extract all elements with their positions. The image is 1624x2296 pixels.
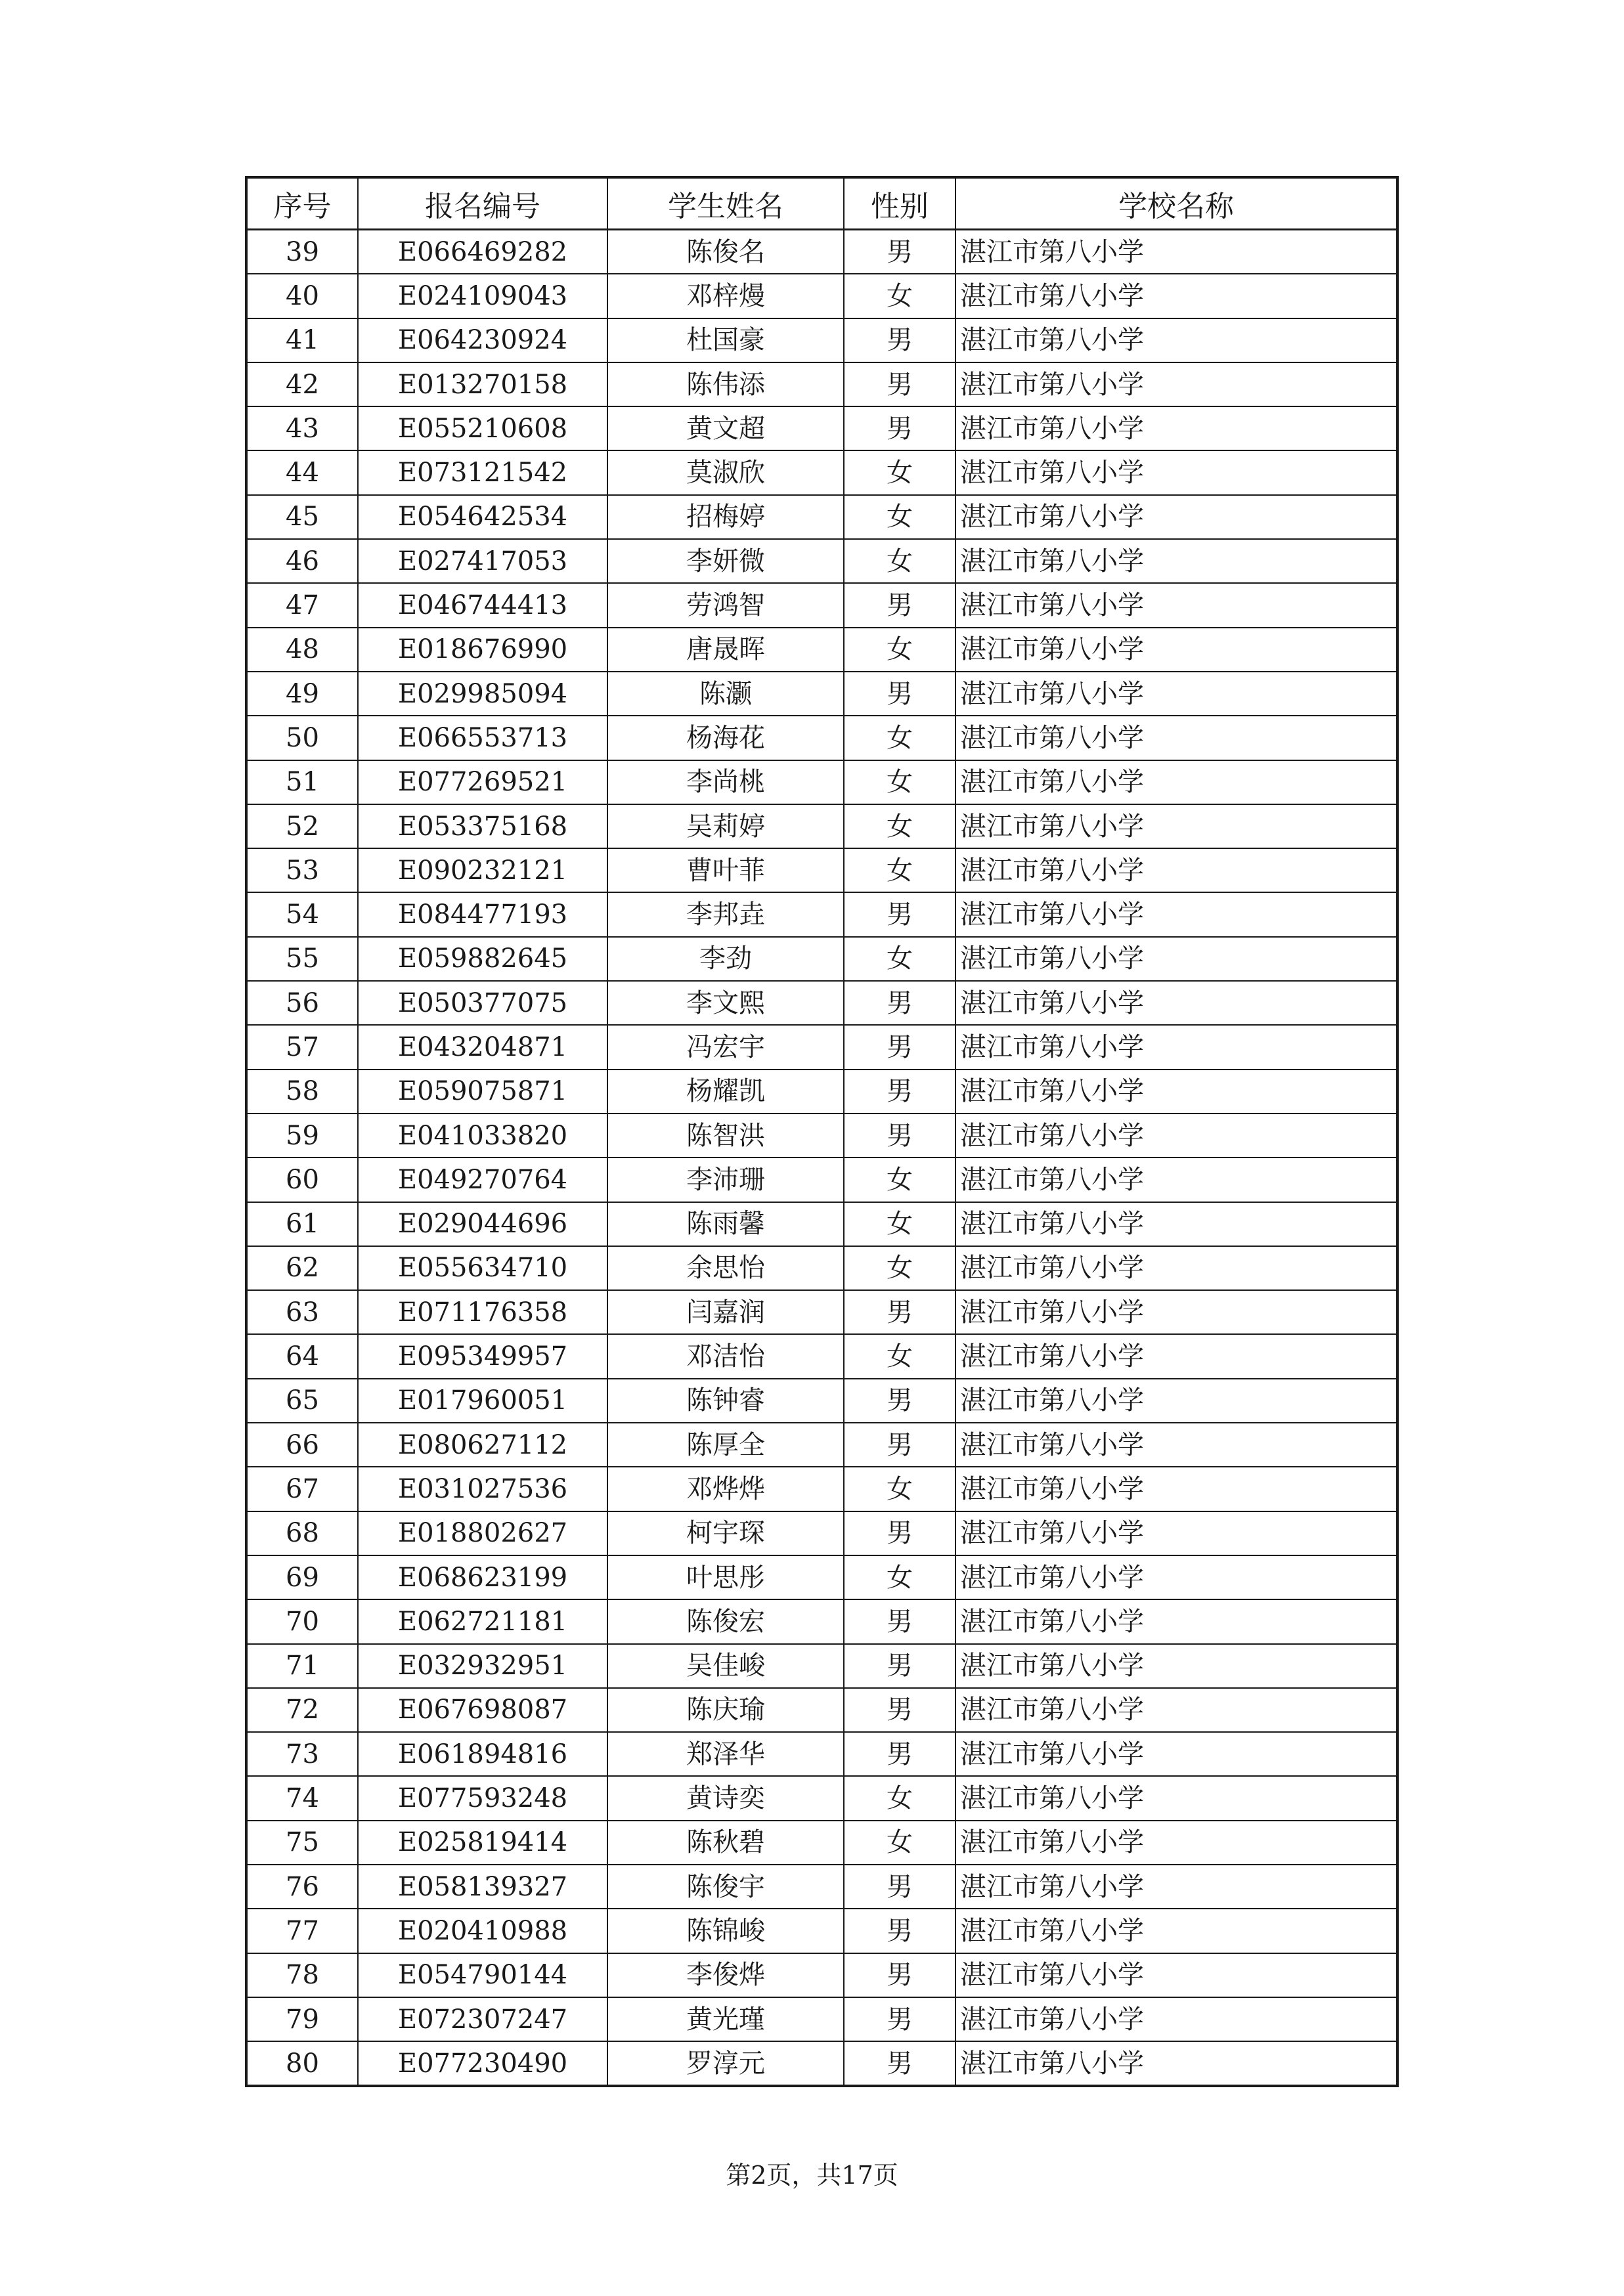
- registration-id-cell: E095349957: [358, 1334, 607, 1378]
- school-name-cell: 湛江市第八小学: [955, 1997, 1397, 2041]
- school-name-cell: 湛江市第八小学: [955, 892, 1397, 936]
- table-row: [246, 1246, 1397, 1290]
- gender-cell: 女: [844, 716, 955, 760]
- index-cell: 65: [246, 1379, 358, 1423]
- registration-id-cell: E071176358: [358, 1290, 607, 1334]
- gender-cell: 男: [844, 981, 955, 1025]
- registration-id-cell: E041033820: [358, 1114, 607, 1158]
- school-name-cell: 湛江市第八小学: [955, 1467, 1397, 1511]
- index-cell: 74: [246, 1776, 358, 1820]
- school-name-cell: 湛江市第八小学: [955, 1732, 1397, 1776]
- student-name-cell: 招梅婷: [607, 495, 844, 539]
- gender-cell: 女: [844, 760, 955, 804]
- student-name-cell: 陈庆瑜: [607, 1688, 844, 1732]
- registration-id-cell: E084477193: [358, 892, 607, 936]
- student-name-cell: 杨耀凯: [607, 1070, 844, 1114]
- index-cell: 69: [246, 1555, 358, 1599]
- student-name-cell: 叶思彤: [607, 1555, 844, 1599]
- gender-cell: 男: [844, 1379, 955, 1423]
- gender-cell: 女: [844, 804, 955, 848]
- student-name-cell: 邓烨烨: [607, 1467, 844, 1511]
- gender-cell: 女: [844, 1334, 955, 1378]
- index-cell: 80: [246, 2041, 358, 2086]
- student-name-cell: 罗淳元: [607, 2041, 844, 2086]
- column-header-student-name: 学生姓名: [607, 177, 844, 230]
- table-row: [246, 1202, 1397, 1246]
- table-row: [246, 1644, 1397, 1688]
- gender-cell: 女: [844, 1158, 955, 1202]
- student-name-cell: 陈钟睿: [607, 1379, 844, 1423]
- registration-id-cell: E053375168: [358, 804, 607, 848]
- school-name-cell: 湛江市第八小学: [955, 1114, 1397, 1158]
- school-name-cell: 湛江市第八小学: [955, 1688, 1397, 1732]
- school-name-cell: 湛江市第八小学: [955, 406, 1397, 450]
- school-name-cell: 湛江市第八小学: [955, 1158, 1397, 1202]
- registration-id-cell: E017960051: [358, 1379, 607, 1423]
- index-cell: 60: [246, 1158, 358, 1202]
- student-name-cell: 黄光瑾: [607, 1997, 844, 2041]
- student-name-cell: 陈俊宏: [607, 1599, 844, 1643]
- student-name-cell: 陈锦峻: [607, 1909, 844, 1953]
- index-cell: 68: [246, 1511, 358, 1555]
- registration-id-cell: E064230924: [358, 318, 607, 362]
- index-cell: 61: [246, 1202, 358, 1246]
- student-name-cell: 邓洁怡: [607, 1334, 844, 1378]
- gender-cell: 男: [844, 230, 955, 274]
- index-cell: 42: [246, 362, 358, 406]
- gender-cell: 男: [844, 1599, 955, 1643]
- index-cell: 53: [246, 848, 358, 892]
- index-cell: 45: [246, 495, 358, 539]
- index-cell: 56: [246, 981, 358, 1025]
- school-name-cell: 湛江市第八小学: [955, 450, 1397, 494]
- registration-id-cell: E061894816: [358, 1732, 607, 1776]
- gender-cell: 男: [844, 2041, 955, 2086]
- table-row: [246, 230, 1397, 274]
- school-name-cell: 湛江市第八小学: [955, 2041, 1397, 2086]
- table-row: [246, 804, 1397, 848]
- index-cell: 39: [246, 230, 358, 274]
- table-header-row: [246, 177, 1397, 230]
- table-row: [246, 848, 1397, 892]
- table-row: [246, 1423, 1397, 1467]
- registration-id-cell: E068623199: [358, 1555, 607, 1599]
- table-row: [246, 1865, 1397, 1909]
- table-row: [246, 760, 1397, 804]
- school-name-cell: 湛江市第八小学: [955, 1821, 1397, 1865]
- table-row: [246, 1909, 1397, 1953]
- student-name-cell: 陈厚全: [607, 1423, 844, 1467]
- student-name-cell: 陈雨馨: [607, 1202, 844, 1246]
- registration-id-cell: E058139327: [358, 1865, 607, 1909]
- school-name-cell: 湛江市第八小学: [955, 1865, 1397, 1909]
- student-name-cell: 邓梓熳: [607, 274, 844, 318]
- table-row: [246, 1732, 1397, 1776]
- gender-cell: 女: [844, 1776, 955, 1820]
- gender-cell: 女: [844, 1246, 955, 1290]
- index-cell: 48: [246, 628, 358, 672]
- gender-cell: 男: [844, 1909, 955, 1953]
- gender-cell: 女: [844, 539, 955, 583]
- registration-id-cell: E072307247: [358, 1997, 607, 2041]
- student-name-cell: 黄诗奕: [607, 1776, 844, 1820]
- index-cell: 50: [246, 716, 358, 760]
- column-header-school-name: 学校名称: [955, 177, 1397, 230]
- registration-id-cell: E073121542: [358, 450, 607, 494]
- table-row: [246, 1953, 1397, 1997]
- index-cell: 59: [246, 1114, 358, 1158]
- school-name-cell: 湛江市第八小学: [955, 628, 1397, 672]
- registration-id-cell: E029044696: [358, 1202, 607, 1246]
- table-row: [246, 1379, 1397, 1423]
- table-row: [246, 1688, 1397, 1732]
- school-name-cell: 湛江市第八小学: [955, 230, 1397, 274]
- table-row: [246, 274, 1397, 318]
- school-name-cell: 湛江市第八小学: [955, 1555, 1397, 1599]
- school-name-cell: 湛江市第八小学: [955, 760, 1397, 804]
- index-cell: 62: [246, 1246, 358, 1290]
- registration-id-cell: E013270158: [358, 362, 607, 406]
- index-cell: 54: [246, 892, 358, 936]
- table-row: [246, 583, 1397, 627]
- index-cell: 47: [246, 583, 358, 627]
- student-name-cell: 杜国豪: [607, 318, 844, 362]
- gender-cell: 男: [844, 1865, 955, 1909]
- registration-id-cell: E027417053: [358, 539, 607, 583]
- school-name-cell: 湛江市第八小学: [955, 672, 1397, 716]
- registration-id-cell: E031027536: [358, 1467, 607, 1511]
- gender-cell: 男: [844, 1290, 955, 1334]
- gender-cell: 女: [844, 495, 955, 539]
- table-row: [246, 1467, 1397, 1511]
- table-row: [246, 1776, 1397, 1820]
- gender-cell: 男: [844, 1997, 955, 2041]
- student-name-cell: 陈俊名: [607, 230, 844, 274]
- school-name-cell: 湛江市第八小学: [955, 1953, 1397, 1997]
- registration-id-cell: E055210608: [358, 406, 607, 450]
- index-cell: 72: [246, 1688, 358, 1732]
- gender-cell: 男: [844, 1025, 955, 1069]
- table-row: [246, 1158, 1397, 1202]
- registration-id-cell: E018802627: [358, 1511, 607, 1555]
- table-row: [246, 716, 1397, 760]
- registration-id-cell: E054642534: [358, 495, 607, 539]
- registration-id-cell: E059882645: [358, 937, 607, 981]
- table-row: [246, 1070, 1397, 1114]
- student-name-cell: 闫嘉润: [607, 1290, 844, 1334]
- school-name-cell: 湛江市第八小学: [955, 1644, 1397, 1688]
- student-name-cell: 冯宏宇: [607, 1025, 844, 1069]
- registration-id-cell: E066469282: [358, 230, 607, 274]
- student-name-cell: 李尚桃: [607, 760, 844, 804]
- school-name-cell: 湛江市第八小学: [955, 804, 1397, 848]
- index-cell: 71: [246, 1644, 358, 1688]
- registration-id-cell: E050377075: [358, 981, 607, 1025]
- page-number: 第2页，共17页: [726, 2161, 898, 2190]
- table-row: [246, 1599, 1397, 1643]
- school-name-cell: 湛江市第八小学: [955, 937, 1397, 981]
- registration-id-cell: E024109043: [358, 274, 607, 318]
- registration-id-cell: E055634710: [358, 1246, 607, 1290]
- table-body: [246, 230, 1397, 2087]
- gender-cell: 女: [844, 274, 955, 318]
- gender-cell: 男: [844, 1732, 955, 1776]
- table-row: [246, 937, 1397, 981]
- index-cell: 43: [246, 406, 358, 450]
- index-cell: 63: [246, 1290, 358, 1334]
- registration-id-cell: E066553713: [358, 716, 607, 760]
- school-name-cell: 湛江市第八小学: [955, 1202, 1397, 1246]
- school-name-cell: 湛江市第八小学: [955, 1423, 1397, 1467]
- student-name-cell: 杨海花: [607, 716, 844, 760]
- registration-id-cell: E077230490: [358, 2041, 607, 2086]
- index-cell: 58: [246, 1070, 358, 1114]
- index-cell: 67: [246, 1467, 358, 1511]
- registration-id-cell: E090232121: [358, 848, 607, 892]
- gender-cell: 女: [844, 1555, 955, 1599]
- student-name-cell: 吴莉婷: [607, 804, 844, 848]
- registration-id-cell: E062721181: [358, 1599, 607, 1643]
- student-name-cell: 唐晟晖: [607, 628, 844, 672]
- student-name-cell: 郑泽华: [607, 1732, 844, 1776]
- table-row: [246, 539, 1397, 583]
- gender-cell: 男: [844, 318, 955, 362]
- school-name-cell: 湛江市第八小学: [955, 362, 1397, 406]
- gender-cell: 男: [844, 1511, 955, 1555]
- school-name-cell: 湛江市第八小学: [955, 716, 1397, 760]
- table-row: [246, 1334, 1397, 1378]
- registration-id-cell: E018676990: [358, 628, 607, 672]
- gender-cell: 女: [844, 1202, 955, 1246]
- student-name-cell: 李俊烨: [607, 1953, 844, 1997]
- student-name-cell: 李沛珊: [607, 1158, 844, 1202]
- school-name-cell: 湛江市第八小学: [955, 1909, 1397, 1953]
- index-cell: 51: [246, 760, 358, 804]
- table-row: [246, 362, 1397, 406]
- gender-cell: 女: [844, 628, 955, 672]
- student-name-cell: 李邦垚: [607, 892, 844, 936]
- gender-cell: 男: [844, 362, 955, 406]
- table-row: [246, 1821, 1397, 1865]
- school-name-cell: 湛江市第八小学: [955, 583, 1397, 627]
- gender-cell: 男: [844, 1070, 955, 1114]
- school-name-cell: 湛江市第八小学: [955, 539, 1397, 583]
- gender-cell: 男: [844, 583, 955, 627]
- index-cell: 78: [246, 1953, 358, 1997]
- student-name-cell: 柯宇琛: [607, 1511, 844, 1555]
- index-cell: 55: [246, 937, 358, 981]
- gender-cell: 女: [844, 450, 955, 494]
- student-name-cell: 莫淑欣: [607, 450, 844, 494]
- registration-id-cell: E054790144: [358, 1953, 607, 1997]
- registration-id-cell: E025819414: [358, 1821, 607, 1865]
- index-cell: 66: [246, 1423, 358, 1467]
- table-row: [246, 1290, 1397, 1334]
- school-name-cell: 湛江市第八小学: [955, 1511, 1397, 1555]
- student-name-cell: 陈俊宇: [607, 1865, 844, 1909]
- student-name-cell: 余思怡: [607, 1246, 844, 1290]
- school-name-cell: 湛江市第八小学: [955, 318, 1397, 362]
- table-row: [246, 318, 1397, 362]
- index-cell: 76: [246, 1865, 358, 1909]
- table-row: [246, 672, 1397, 716]
- student-name-cell: 李文熙: [607, 981, 844, 1025]
- school-name-cell: 湛江市第八小学: [955, 1070, 1397, 1114]
- registration-id-cell: E077269521: [358, 760, 607, 804]
- table-row: [246, 1114, 1397, 1158]
- gender-cell: 男: [844, 1953, 955, 1997]
- index-cell: 73: [246, 1732, 358, 1776]
- table-row: [246, 2041, 1397, 2086]
- gender-cell: 女: [844, 848, 955, 892]
- registration-id-cell: E059075871: [358, 1070, 607, 1114]
- registration-id-cell: E046744413: [358, 583, 607, 627]
- index-cell: 46: [246, 539, 358, 583]
- table-row: [246, 495, 1397, 539]
- gender-cell: 男: [844, 1423, 955, 1467]
- gender-cell: 男: [844, 406, 955, 450]
- gender-cell: 女: [844, 937, 955, 981]
- registration-id-cell: E077593248: [358, 1776, 607, 1820]
- school-name-cell: 湛江市第八小学: [955, 1334, 1397, 1378]
- gender-cell: 女: [844, 1821, 955, 1865]
- index-cell: 41: [246, 318, 358, 362]
- school-name-cell: 湛江市第八小学: [955, 274, 1397, 318]
- school-name-cell: 湛江市第八小学: [955, 981, 1397, 1025]
- table-row: [246, 1997, 1397, 2041]
- school-name-cell: 湛江市第八小学: [955, 1290, 1397, 1334]
- school-name-cell: 湛江市第八小学: [955, 1025, 1397, 1069]
- index-cell: 70: [246, 1599, 358, 1643]
- student-name-cell: 李劲: [607, 937, 844, 981]
- student-roster-table: [245, 176, 1399, 2087]
- column-header-index: 序号: [246, 177, 358, 230]
- index-cell: 40: [246, 274, 358, 318]
- table-row: [246, 450, 1397, 494]
- index-cell: 77: [246, 1909, 358, 1953]
- school-name-cell: 湛江市第八小学: [955, 1379, 1397, 1423]
- index-cell: 52: [246, 804, 358, 848]
- gender-cell: 女: [844, 1467, 955, 1511]
- index-cell: 79: [246, 1997, 358, 2041]
- school-name-cell: 湛江市第八小学: [955, 1246, 1397, 1290]
- student-name-cell: 陈秋碧: [607, 1821, 844, 1865]
- registration-id-cell: E080627112: [358, 1423, 607, 1467]
- column-header-registration-id: 报名编号: [358, 177, 607, 230]
- index-cell: 64: [246, 1334, 358, 1378]
- registration-id-cell: E067698087: [358, 1688, 607, 1732]
- registration-id-cell: E032932951: [358, 1644, 607, 1688]
- table-row: [246, 628, 1397, 672]
- gender-cell: 男: [844, 672, 955, 716]
- table-row: [246, 892, 1397, 936]
- student-name-cell: 陈灏: [607, 672, 844, 716]
- table-row: [246, 406, 1397, 450]
- student-name-cell: 吴佳峻: [607, 1644, 844, 1688]
- gender-cell: 男: [844, 892, 955, 936]
- table-row: [246, 1555, 1397, 1599]
- student-name-cell: 陈智洪: [607, 1114, 844, 1158]
- gender-cell: 男: [844, 1688, 955, 1732]
- table-row: [246, 1025, 1397, 1069]
- school-name-cell: 湛江市第八小学: [955, 848, 1397, 892]
- index-cell: 75: [246, 1821, 358, 1865]
- index-cell: 57: [246, 1025, 358, 1069]
- student-name-cell: 劳鸿智: [607, 583, 844, 627]
- registration-id-cell: E020410988: [358, 1909, 607, 1953]
- registration-id-cell: E049270764: [358, 1158, 607, 1202]
- school-name-cell: 湛江市第八小学: [955, 495, 1397, 539]
- gender-cell: 男: [844, 1114, 955, 1158]
- table-row: [246, 981, 1397, 1025]
- student-name-cell: 黄文超: [607, 406, 844, 450]
- student-name-cell: 曹叶菲: [607, 848, 844, 892]
- table-row: [246, 1511, 1397, 1555]
- school-name-cell: 湛江市第八小学: [955, 1599, 1397, 1643]
- student-name-cell: 李妍微: [607, 539, 844, 583]
- index-cell: 44: [246, 450, 358, 494]
- registration-id-cell: E029985094: [358, 672, 607, 716]
- student-name-cell: 陈伟添: [607, 362, 844, 406]
- school-name-cell: 湛江市第八小学: [955, 1776, 1397, 1820]
- registration-id-cell: E043204871: [358, 1025, 607, 1069]
- gender-cell: 男: [844, 1644, 955, 1688]
- index-cell: 49: [246, 672, 358, 716]
- column-header-gender: 性别: [844, 177, 955, 230]
